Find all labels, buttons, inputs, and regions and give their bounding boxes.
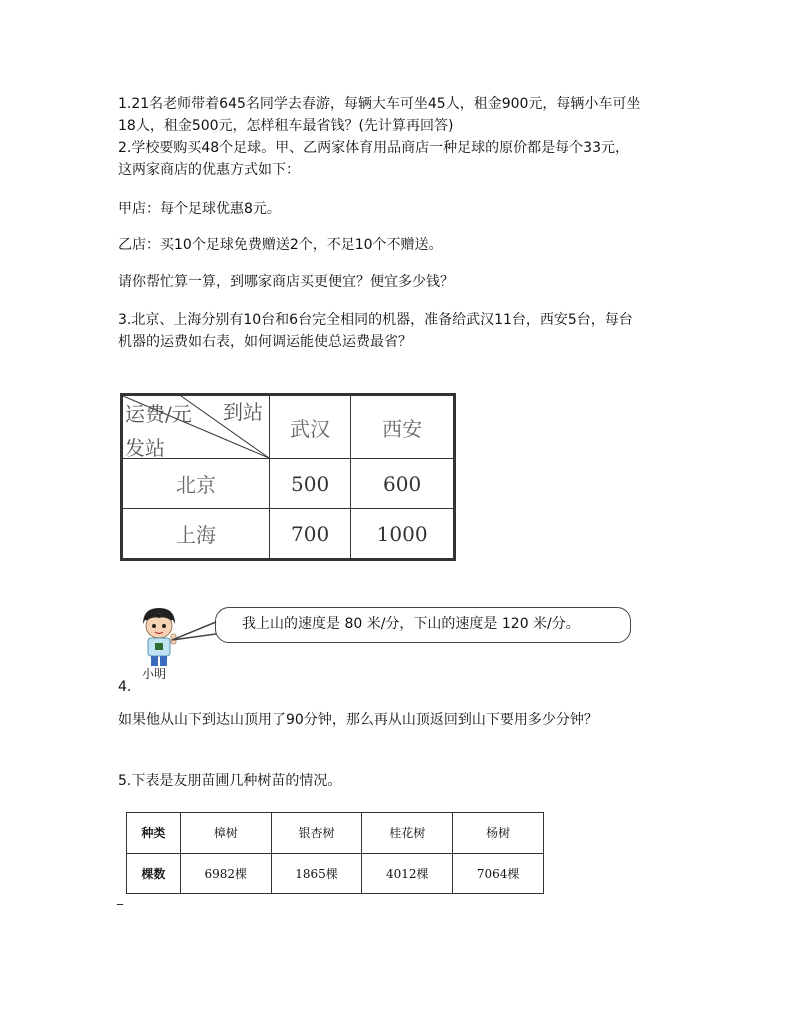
q5-title: 5.下表是友朋苗圃几种树苗的情况。 [118,773,342,789]
freight-row-beijing: 北京 [123,459,270,509]
tree-count: 6982棵 [180,853,271,894]
q2-ask: 请你帮忙算一算，到哪家商店买更便宜？便宜多少钱？ [118,274,454,290]
freight-cell: 600 [351,459,454,509]
freight-col-wuhan: 武汉 [270,396,351,459]
q2-line1: 2.学校要购买48个足球。甲、乙两家体育用品商店一种足球的原价都是每个33元， [118,140,629,156]
tree-kind: 银杏树 [271,813,362,854]
speech-bubble: 我上山的速度是 80 米/分，下山的速度是 120 米/分。 [215,607,631,643]
freight-corner-right: 到站 [223,400,263,424]
freight-col-xian: 西安 [351,396,454,459]
freight-corner-cell [123,396,270,459]
freight-row-shanghai: 上海 [123,509,270,559]
q3-line1: 3.北京、上海分别有10台和6台完全相同的机器，准备给武汉11台，西安5台，每台 [118,312,633,328]
freight-table [120,393,456,561]
tree-count-label: 棵数 [127,853,181,894]
tree-kind: 杨树 [453,813,544,854]
bottom-mark: _ [117,891,123,905]
freight-cell: 500 [270,459,351,509]
tree-kind: 樟树 [180,813,271,854]
q4-question: 如果他从山下到达山顶用了90分钟，那么再从山顶返回到山下要用多少分钟？ [118,712,598,728]
freight-corner-top: 运费/元 [125,402,192,426]
character-name: 小明 [142,667,167,681]
speech-bubble-tail [170,620,218,642]
freight-corner-bottom: 发站 [125,436,165,460]
q2-shop-a: 甲店：每个足球优惠8元。 [118,201,281,217]
tree-table [126,812,544,894]
q1-line2: 18人，租金500元，怎样租车最省钱？(先计算再回答) [118,118,454,134]
tree-count: 7064棵 [453,853,544,894]
q4-number: 4. [118,679,132,695]
q1-line1: 1.21名老师带着645名同学去春游，每辆大车可坐45人，租金900元，每辆小车可坐 [118,96,641,112]
tree-kind: 桂花树 [362,813,453,854]
tree-count: 1865棵 [271,853,362,894]
freight-cell: 1000 [351,509,454,559]
q3-line2: 机器的运费如右表，如何调运能使总运费最省？ [118,334,412,350]
q2-shop-b: 乙店：买10个足球免费赠送2个，不足10个不赠送。 [118,237,443,253]
freight-cell: 700 [270,509,351,559]
tree-count: 4012棵 [362,853,453,894]
tree-header-label: 种类 [127,813,181,854]
q2-line2: 这两家商店的优惠方式如下： [118,162,300,178]
